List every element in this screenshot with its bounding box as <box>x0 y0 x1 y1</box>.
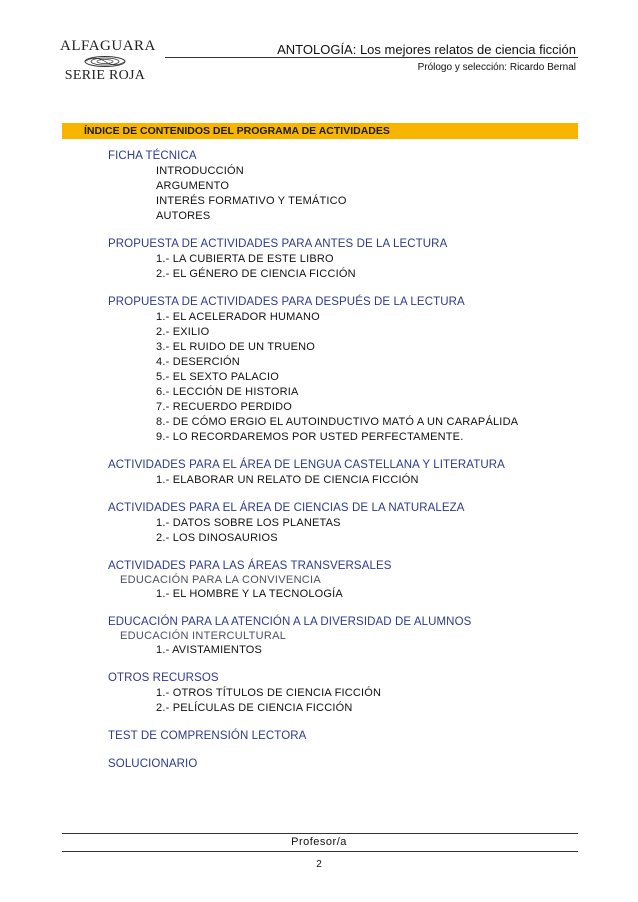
toc-item: ARGUMENTO <box>156 180 230 192</box>
toc-item: 1.- AVISTAMIENTOS <box>156 644 263 656</box>
toc-item: 1.- ELABORAR UN RELATO DE CIENCIA FICCIÓN <box>156 474 419 486</box>
header-rule <box>165 57 578 58</box>
logo-emblem-icon <box>83 55 127 68</box>
contents-list <box>108 149 578 785</box>
logo-bottom-text: SERIE ROJA <box>64 68 146 83</box>
toc-item: 2.- EL GÉNERO DE CIENCIA FICCIÓN <box>156 268 356 280</box>
toc-item: INTRODUCCIÓN <box>156 165 244 177</box>
toc-section <box>108 458 578 488</box>
header-title: ANTOLOGÍA: Los mejores relatos de ciencia ficción <box>277 42 576 57</box>
toc-item: 2.- PELÍCULAS DE CIENCIA FICCIÓN <box>156 702 353 714</box>
toc-item: 3.- EL RUIDO DE UN TRUENO <box>156 341 316 353</box>
toc-items <box>108 310 578 445</box>
toc-item: INTERÉS FORMATIVO Y TEMÁTICO <box>156 195 347 207</box>
toc-item: 1.- LA CUBIERTA DE ESTE LIBRO <box>156 253 334 265</box>
toc-item: 7.- RECUERDO PERDIDO <box>156 401 293 413</box>
toc-item: 6.- LECCIÓN DE HISTORIA <box>156 386 299 398</box>
footer-label: Profesor/a <box>291 836 347 848</box>
toc-section-title: EDUCACIÓN PARA LA ATENCIÓN A LA DIVERSIDAD DE ALUMNOS <box>108 616 472 628</box>
toc-section <box>108 501 578 546</box>
toc-section <box>108 237 578 282</box>
toc-section-title: SOLUCIONARIO <box>108 758 198 770</box>
toc-item: 8.- DE CÓMO ERGIO EL AUTOINDUCTIVO MATÓ A UN CARAPÁLIDA <box>156 416 519 428</box>
toc-section <box>108 559 578 602</box>
index-title-bar: ÍNDICE DE CONTENIDOS DEL PROGRAMA DE ACTIVIDADES <box>62 123 578 139</box>
toc-item: 2.- LOS DINOSAURIOS <box>156 532 278 544</box>
toc-section-subtitle: EDUCACIÓN PARA LA CONVIVENCIA <box>120 574 322 586</box>
toc-section-title: ACTIVIDADES PARA EL ÁREA DE LENGUA CASTELLANA Y LITERATURA <box>108 459 505 471</box>
publisher-logo <box>60 38 156 84</box>
toc-item: 9.- LO RECORDAREMOS POR USTED PERFECTAMENTE. <box>156 431 464 443</box>
toc-items <box>108 516 578 546</box>
header-subtitle: Prólogo y selección: Ricardo Bernal <box>417 62 576 73</box>
toc-items <box>108 252 578 282</box>
logo-top-text: ALFAGUARA <box>60 38 156 54</box>
toc-item: AUTORES <box>156 210 211 222</box>
toc-section-title: FICHA TÉCNICA <box>108 150 197 162</box>
toc-item: 1.- EL HOMBRE Y LA TECNOLOGÍA <box>156 588 343 600</box>
toc-item: 1.- OTROS TÍTULOS DE CIENCIA FICCIÓN <box>156 687 382 699</box>
toc-section-title: ACTIVIDADES PARA EL ÁREA DE CIENCIAS DE LA NATURALEZA <box>108 502 465 514</box>
toc-items <box>108 686 578 716</box>
toc-section <box>108 295 578 445</box>
toc-item: 2.- EXILIO <box>156 326 210 338</box>
toc-section-title: PROPUESTA DE ACTIVIDADES PARA DESPUÉS DE LA LECTURA <box>108 296 465 308</box>
toc-section <box>108 671 578 716</box>
footer-rule-top <box>62 833 578 834</box>
toc-item: 4.- DESERCIÓN <box>156 356 240 368</box>
toc-items <box>108 473 578 488</box>
toc-section-subtitle: EDUCACIÓN INTERCULTURAL <box>120 630 287 642</box>
toc-item: 1.- EL ACELERADOR HUMANO <box>156 311 320 323</box>
toc-item: 1.- DATOS SOBRE LOS PLANETAS <box>156 517 341 529</box>
toc-section <box>108 757 578 772</box>
footer-rule-bottom <box>62 851 578 852</box>
toc-section-title: PROPUESTA DE ACTIVIDADES PARA ANTES DE LA LECTURA <box>108 238 448 250</box>
page-number: 2 <box>316 859 322 870</box>
toc-section <box>108 729 578 744</box>
toc-section <box>108 615 578 658</box>
toc-section <box>108 149 578 224</box>
toc-section-title: OTROS RECURSOS <box>108 672 219 684</box>
toc-items <box>108 643 578 658</box>
toc-item: 5.- EL SEXTO PALACIO <box>156 371 280 383</box>
toc-items <box>108 587 578 602</box>
toc-items <box>108 164 578 224</box>
toc-section-title: TEST DE COMPRENSIÓN LECTORA <box>108 730 307 742</box>
toc-section-title: ACTIVIDADES PARA LAS ÁREAS TRANSVERSALES <box>108 560 392 572</box>
